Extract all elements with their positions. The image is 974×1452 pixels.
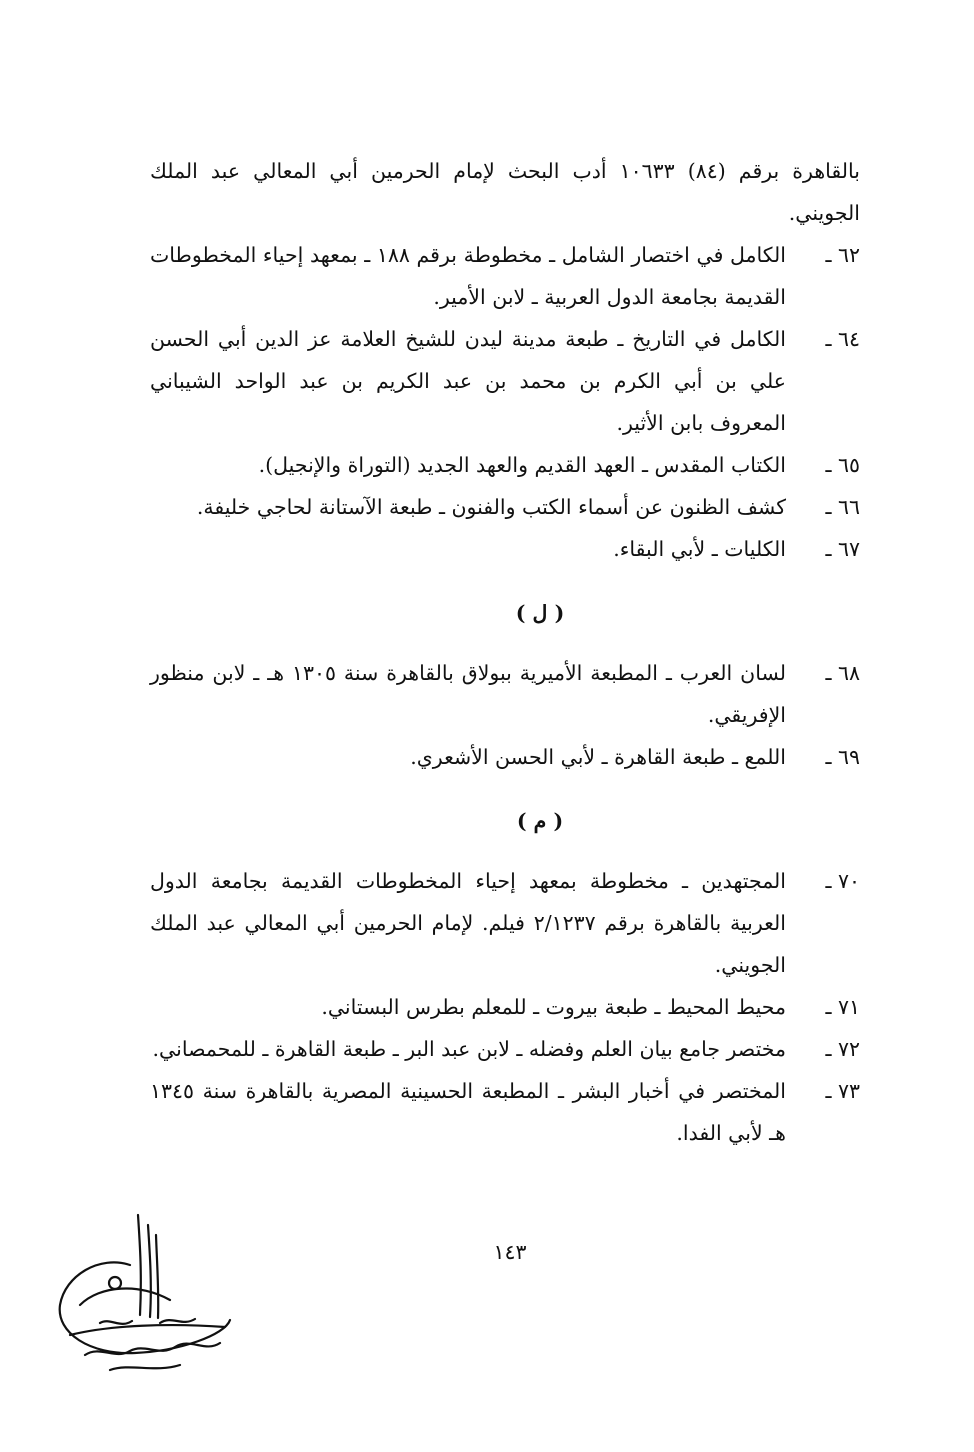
entry-text: الكليات ـ لأبي البقاء. — [613, 537, 786, 561]
entry-text: كشف الظنون عن أسماء الكتب والفنون ـ طبعة الآستانة لحاجي خليفة. — [196, 495, 786, 519]
bibliography-entry — [150, 444, 860, 486]
bibliography-entry — [150, 1028, 860, 1070]
entry-text: مختصر جامع بيان العلم وفضله ـ لابن عبد البر ـ طبعة القاهرة ـ للمحمصاني. — [152, 1037, 786, 1061]
bibliography-entry — [150, 652, 860, 736]
bibliography-entry — [150, 1070, 860, 1154]
entry-number: ٦٥ ـ — [825, 453, 860, 477]
entry-number: ٦٢ ـ — [825, 243, 860, 267]
entry-number: ٦٦ ـ — [825, 495, 860, 519]
entry-text: الكامل في التاريخ ـ طبعة مدينة ليدن للشيخ العلامة عز الدين أبي الحسن علي بن أبي الكرم بن محمد بن عبد الكريم بن عبد الواحد الشيباني المعروف بابن الأثير. — [150, 327, 786, 435]
entry-number: ٦٨ ـ — [825, 661, 860, 685]
calligraphic-signature-stamp — [40, 1205, 240, 1395]
entry-number: ٦٤ ـ — [825, 327, 860, 351]
bibliography-entry — [150, 736, 860, 778]
entry-number: ٧٢ ـ — [825, 1037, 860, 1061]
bibliography-entry — [150, 234, 860, 318]
entry-number: ٧٠ ـ — [825, 869, 860, 893]
entry-text: لسان العرب ـ المطبعة الأميرية ببولاق بالقاهرة سنة ١٣٠٥ هـ ـ لابن منظور الإفريقي. — [150, 661, 786, 727]
bibliography-entry — [150, 318, 860, 444]
entry-number: ٦٩ ـ — [825, 745, 860, 769]
entry-text: اللمع ـ طبعة القاهرة ـ لأبي الحسن الأشعري. — [410, 745, 786, 769]
entry-number: ٧١ ـ — [825, 995, 860, 1019]
bibliography-entry — [150, 486, 860, 528]
entry-number: ٧٣ ـ — [825, 1079, 860, 1103]
bibliography-entry — [150, 986, 860, 1028]
page-number: ١٤٣ — [493, 1240, 527, 1264]
section-heading-mim: ( م ) — [516, 809, 564, 833]
entry-text: الكامل في اختصار الشامل ـ مخطوطة برقم ١٨٨ ـ بمعهد إحياء المخطوطات القديمة بجامعة الدول العربية ـ لابن الأمير. — [150, 243, 786, 309]
entry-number: ٦٧ ـ — [825, 537, 860, 561]
bibliography-text — [150, 150, 860, 1154]
entry-text: الكتاب المقدس ـ العهد القديم والعهد الجديد (التوراة والإنجيل). — [258, 453, 786, 477]
entry-text: المختصر في أخبار البشر ـ المطبعة الحسينية المصرية بالقاهرة سنة ١٣٤٥ هـ لأبي الفدا. — [150, 1079, 786, 1145]
entry-text: المجتهدين ـ مخطوطة بمعهد إحياء المخطوطات القديمة بجامعة الدول العربية بالقاهرة برقم ٢/١٢٣٧ فيلم. لإمام الحرمين أبي المعالي عبد الملك الجويني. — [150, 869, 786, 977]
continuation-paragraph — [150, 150, 860, 234]
bibliography-entry — [150, 528, 860, 570]
bibliography-entry — [150, 860, 860, 986]
section-heading-lam: ( ل ) — [515, 601, 565, 625]
entry-text: محيط المحيط ـ طبعة بيروت ـ للمعلم بطرس البستاني. — [321, 995, 786, 1019]
continuation-text: بالقاهرة برقم (٨٤) ١٠٦٣٣ أدب البحث لإمام الحرمين أبي المعالي عبد الملك الجويني. — [150, 159, 860, 225]
